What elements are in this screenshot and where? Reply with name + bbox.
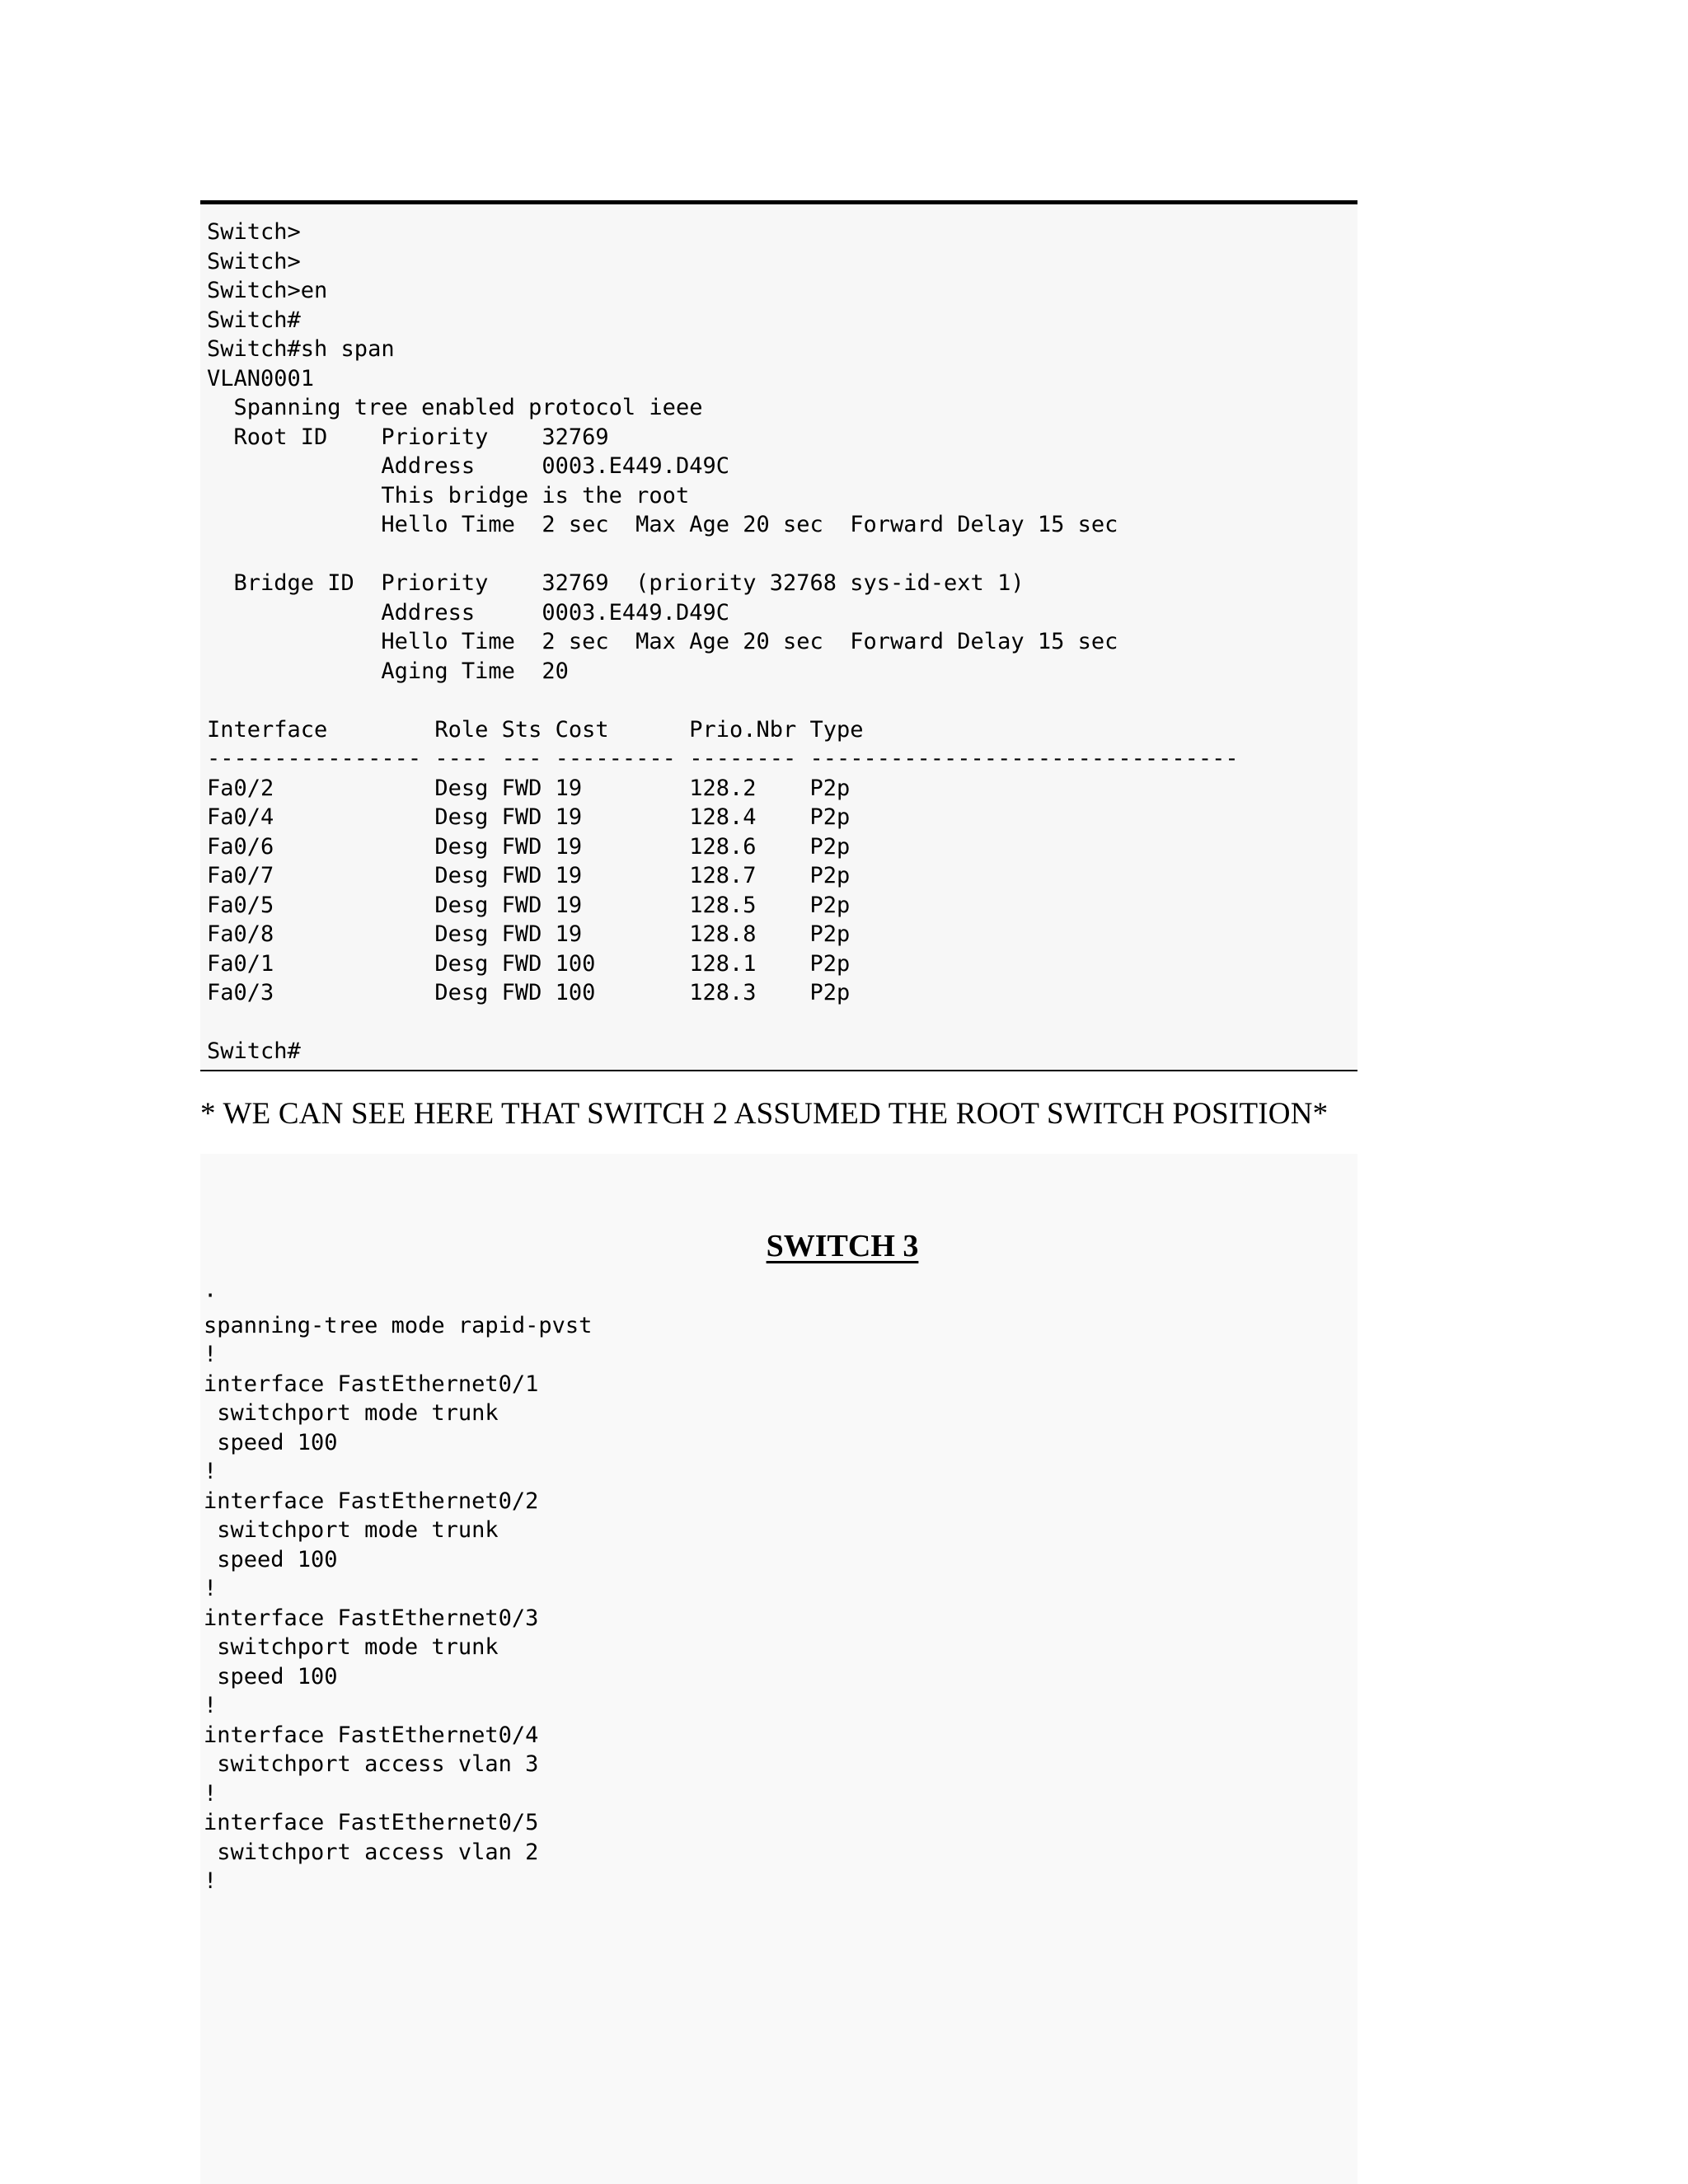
bottom-rule [200,1070,1357,1071]
terminal-line [207,540,1239,569]
config-line: interface FastEthernet0/4 [204,1722,539,1748]
config-line: speed 100 [204,1663,338,1690]
terminal-line: Hello Time 2 sec Max Age 20 sec Forward Delay 15 sec [207,512,1118,537]
terminal-line: Hello Time 2 sec Max Age 20 sec Forward Delay 15 sec [207,629,1118,654]
terminal-line [207,1008,1239,1038]
config-line: ! [204,1693,218,1718]
config-line: ! [204,1459,218,1484]
interface-table-row: Fa0/2 Desg FWD 19 128.2 P2p [207,775,851,801]
terminal-output [207,218,1239,1066]
config-line: interface FastEthernet0/3 [204,1605,539,1631]
config-line: ! [204,1868,218,1894]
config-line: interface FastEthernet0/2 [204,1488,539,1514]
section-heading-text: SWITCH 3 [766,1229,919,1263]
terminal-line: Bridge ID Priority 32769 (priority 32768 sys-id-ext 1) [207,570,1025,596]
root-switch-note: * WE CAN SEE HERE THAT SWITCH 2 ASSUMED THE ROOT SWITCH POSITION* [200,1097,1329,1131]
interface-table-divider: ---------------- ---- --- --------- -------- -------------------------------- [207,746,1239,771]
terminal-line: Aging Time 20 [207,658,569,684]
interface-table-row: Fa0/4 Desg FWD 19 128.4 P2p [207,804,851,830]
config-line: speed 100 [204,1546,338,1572]
interface-table-row: Fa0/7 Desg FWD 19 128.7 P2p [207,863,851,888]
config-line: ! [204,1342,218,1367]
terminal-line [207,686,1239,715]
terminal-screenshot [200,200,1357,1071]
terminal-line: Spanning tree enabled protocol ieee [207,395,703,420]
config-line: interface FastEthernet0/1 [204,1371,539,1397]
terminal-line: Switch>en [207,278,328,303]
terminal-line: Switch# [207,307,301,333]
config-line: speed 100 [204,1429,338,1455]
interface-table-row: Fa0/3 Desg FWD 100 128.3 P2p [207,980,851,1005]
terminal-prompt: Switch# [207,1038,301,1064]
terminal-line: VLAN0001 [207,365,315,391]
config-line: interface FastEthernet0/5 [204,1810,539,1835]
terminal-line: Switch#sh span [207,336,395,362]
switch-config [204,1282,592,1896]
config-line: switchport access vlan 2 [204,1839,539,1865]
config-line: · [204,1283,218,1309]
terminal-line: Address 0003.E449.D49C [207,453,729,479]
terminal-line: Root ID Priority 32769 [207,424,609,450]
config-line: spanning-tree mode rapid-pvst [204,1312,593,1338]
interface-table-row: Fa0/6 Desg FWD 19 128.6 P2p [207,833,851,860]
interface-table-row: Fa0/1 Desg FWD 100 128.1 P2p [207,950,851,977]
config-line: ! [204,1576,218,1601]
top-rule [200,200,1357,204]
terminal-line: Switch> [207,248,301,274]
config-line: switchport mode trunk [204,1400,499,1426]
config-line: switchport access vlan 3 [204,1751,539,1777]
terminal-line: Address 0003.E449.D49C [207,599,729,626]
interface-table-row: Fa0/8 Desg FWD 19 128.8 P2p [207,921,851,947]
config-line: switchport mode trunk [204,1517,499,1543]
config-line: switchport mode trunk [204,1634,499,1660]
interface-table-row: Fa0/5 Desg FWD 19 128.5 P2p [207,892,851,918]
terminal-line: This bridge is the root [207,482,690,509]
terminal-line: Switch> [207,219,301,245]
interface-table-header: Interface Role Sts Cost Prio.Nbr Type [207,716,864,743]
section-heading [0,1228,1688,1264]
config-line: ! [204,1780,218,1807]
